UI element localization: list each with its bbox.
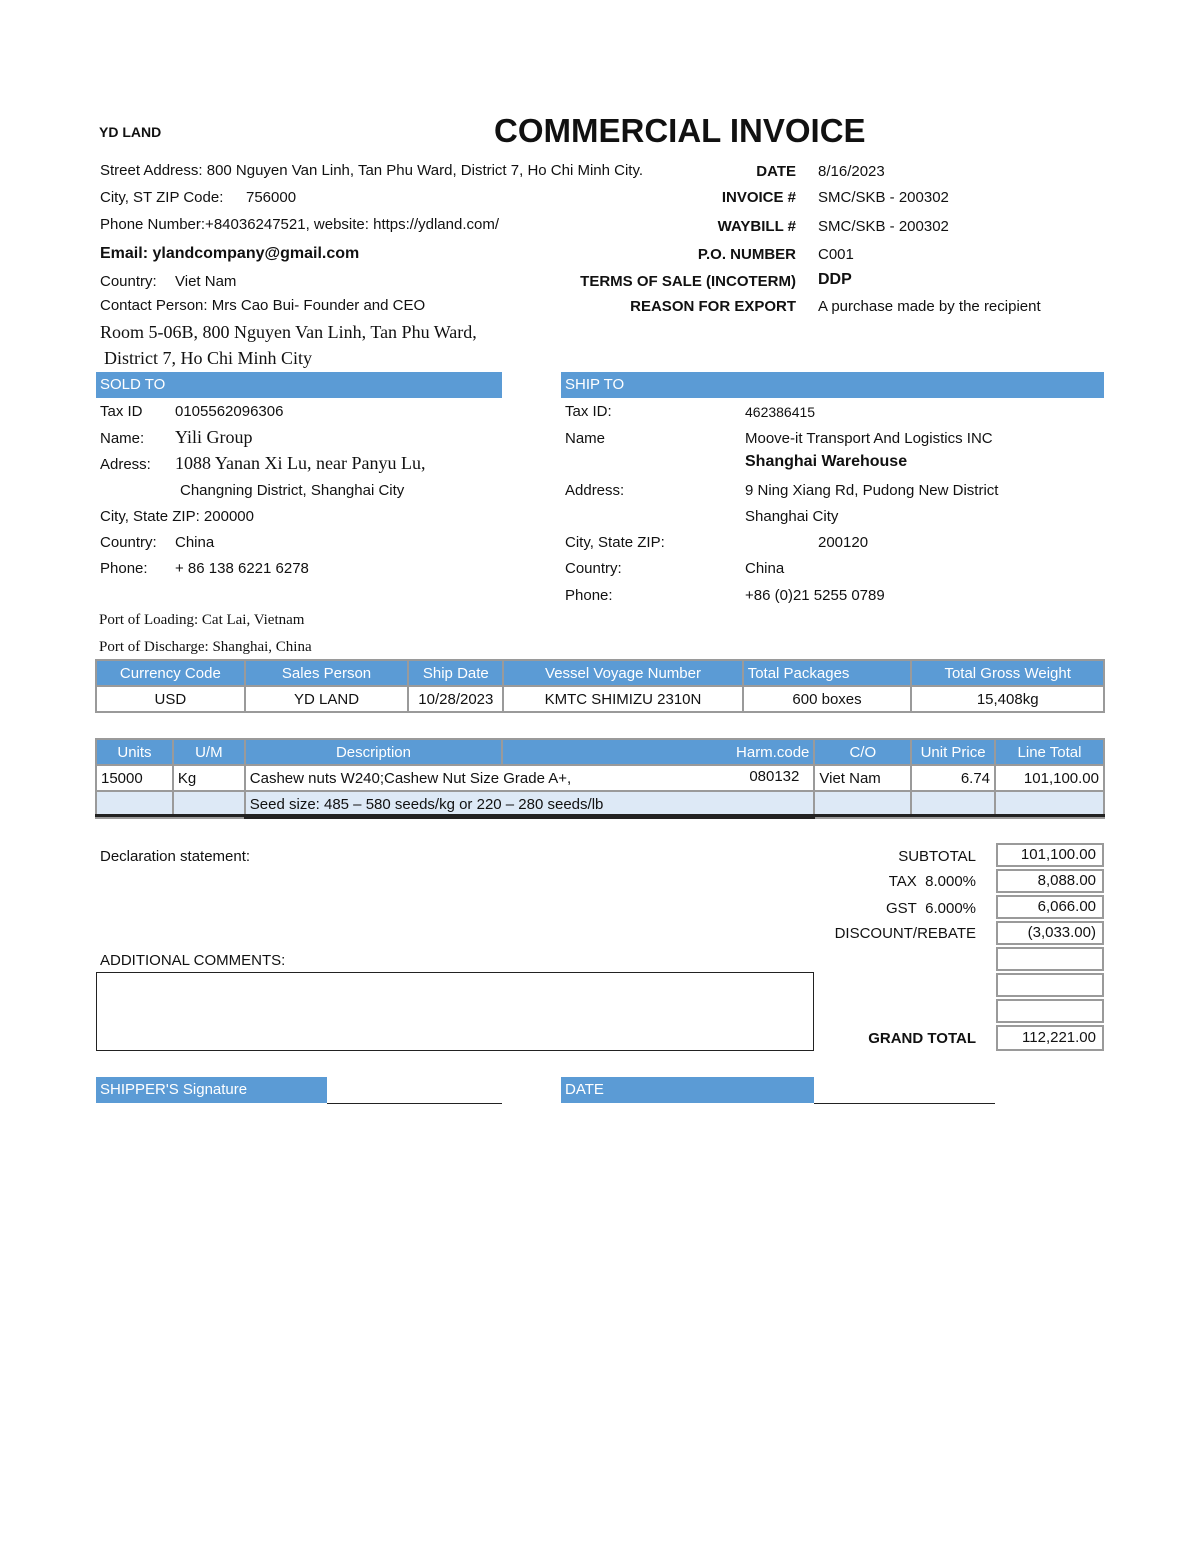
date-value: 8/16/2023 xyxy=(818,163,885,180)
seller-country-label: Country: xyxy=(100,273,157,290)
ship-to-warehouse: Shanghai Warehouse xyxy=(745,453,908,470)
subtotal-label: SUBTOTAL xyxy=(898,848,976,865)
tax-label-group xyxy=(889,873,976,890)
units-header: Units xyxy=(96,739,173,765)
signature-date-line[interactable] xyxy=(814,1102,995,1104)
sales-person-value: YD LAND xyxy=(245,686,409,712)
sold-to-header: SOLD TO xyxy=(96,372,502,398)
items-header-row xyxy=(96,739,1104,765)
invoice-value: SMC/SKB - 200302 xyxy=(818,189,949,206)
ship-to-tax-value: 462386415 xyxy=(745,404,816,420)
sold-to-address-line2: Changning District, Shanghai City xyxy=(180,482,405,499)
ship-to-phone-label: Phone: xyxy=(565,587,613,604)
tax-rate: 8.000% xyxy=(925,873,976,890)
items-table xyxy=(95,738,1105,819)
ship-to-address-label: Address: xyxy=(565,482,625,499)
sold-to-tax-label: Tax ID xyxy=(100,403,143,420)
subtotal-value: 101,100.00 xyxy=(996,843,1104,867)
line-total-header: Line Total xyxy=(995,739,1104,765)
gst-rate: 6.000% xyxy=(925,900,976,917)
seller-street: Street Address: 800 Nguyen Van Linh, Tan Phu Ward, District 7, Ho Chi Minh City. xyxy=(100,162,644,179)
shipment-value-row xyxy=(96,686,1104,712)
sold-to-country-label: Country: xyxy=(100,534,157,551)
vessel-voyage-value: KMTC SHIMIZU 2310N xyxy=(503,686,742,712)
harm-code-header: Harm.code xyxy=(502,739,814,765)
ship-to-country-label: Country: xyxy=(565,560,622,577)
item-description-cell xyxy=(245,765,815,791)
ship-to-name-label: Name xyxy=(565,430,606,447)
company-name: YD LAND xyxy=(99,124,162,140)
signature-date-label: DATE xyxy=(561,1077,814,1103)
total-gross-weight-header: Total Gross Weight xyxy=(911,660,1104,686)
seller-email-label: Email: xyxy=(100,245,149,262)
item-line-total: 101,100.00 xyxy=(995,765,1104,791)
date-label: DATE xyxy=(756,163,796,180)
seller-city-zip-label: City, ST ZIP Code: xyxy=(100,189,224,206)
ship-to-name-value: Moove-it Transport And Logistics INC xyxy=(745,430,993,447)
waybill-value: SMC/SKB - 200302 xyxy=(818,218,949,235)
sold-to-address-label: Adress: xyxy=(100,456,151,473)
item-units: 15000 xyxy=(96,765,173,791)
unit-price-header: Unit Price xyxy=(911,739,995,765)
document-title: COMMERCIAL INVOICE xyxy=(494,112,866,149)
ship-to-country-value: China xyxy=(745,560,785,577)
discount-label: DISCOUNT/REBATE xyxy=(834,925,976,942)
ship-to-tax-label: Tax ID: xyxy=(565,403,612,420)
po-number-label: P.O. NUMBER xyxy=(697,246,796,263)
ship-to-header: SHIP TO xyxy=(561,372,1104,398)
seller-contact: Contact Person: Mrs Cao Bui- Founder and CEO xyxy=(100,297,426,314)
terms-value: DDP xyxy=(818,271,852,288)
seller-country-value: Viet Nam xyxy=(175,273,237,290)
reason-value: A purchase made by the recipient xyxy=(818,298,1041,315)
sold-to-name-value: Yili Group xyxy=(175,427,253,447)
sold-to-phone-label: Phone: xyxy=(100,560,148,577)
shipment-header-row xyxy=(96,660,1104,686)
total-gross-weight-value: 15,408kg xyxy=(911,686,1104,712)
shipper-signature-label: SHIPPER'S Signature xyxy=(96,1077,327,1103)
total-packages-header: Total Packages xyxy=(743,660,912,686)
sold-to-address-line1: 1088 Yanan Xi Lu, near Panyu Lu, xyxy=(175,453,426,473)
seller-email-value: ylandcompany@gmail.com xyxy=(152,245,360,262)
invoice-label: INVOICE # xyxy=(721,189,796,206)
blank-total-row-3 xyxy=(996,999,1104,1023)
gst-label: GST xyxy=(885,900,917,917)
vessel-voyage-header: Vessel Voyage Number xyxy=(503,660,742,686)
um-header: U/M xyxy=(173,739,245,765)
grand-total-value: 112,221.00 xyxy=(996,1025,1104,1051)
currency-code-value: USD xyxy=(96,686,245,712)
blank-total-row-1 xyxy=(996,947,1104,971)
gst-value: 6,066.00 xyxy=(996,895,1104,919)
sales-person-header: Sales Person xyxy=(245,660,409,686)
item2-description: Seed size: 485 – 580 seeds/kg or 220 – 280 seeds/lb xyxy=(245,791,815,818)
sold-to-country-value: China xyxy=(175,534,215,551)
sold-to-city-zip: City, State ZIP: 200000 xyxy=(100,508,254,525)
items-table-bottom-rule xyxy=(95,814,1105,817)
seller-room-line1: Room 5-06B, 800 Nguyen Van Linh, Tan Phu Ward, xyxy=(100,322,477,342)
seller-email xyxy=(100,245,359,263)
ship-to-phone-value: +86 (0)21 5255 0789 xyxy=(745,587,885,604)
seller-city-zip-value: 756000 xyxy=(246,189,297,206)
ship-to-city-zip-label: City, State ZIP: xyxy=(565,534,665,551)
table-row xyxy=(96,765,1104,791)
ship-to-address-line2: Shanghai City xyxy=(745,508,839,525)
ship-date-header: Ship Date xyxy=(408,660,503,686)
port-of-loading: Port of Loading: Cat Lai, Vietnam xyxy=(99,612,305,628)
terms-label: TERMS OF SALE (INCOTERM) xyxy=(580,273,796,290)
waybill-label: WAYBILL # xyxy=(717,218,796,235)
item-co: Viet Nam xyxy=(814,765,911,791)
item-um: Kg xyxy=(173,765,245,791)
seller-phone-web: Phone Number:+84036247521, website: https://ydland.com/ xyxy=(100,216,500,233)
item-unit-price: 6.74 xyxy=(911,765,995,791)
sold-to-name-label: Name: xyxy=(100,430,145,447)
total-packages-value: 600 boxes xyxy=(743,686,912,712)
discount-value: (3,033.00) xyxy=(996,921,1104,945)
gst-label-group xyxy=(886,900,976,917)
sold-to-tax-value: 0105562096306 xyxy=(175,403,284,420)
blank-total-row-2 xyxy=(996,973,1104,997)
shipment-table xyxy=(95,659,1105,713)
seller-room-line2: District 7, Ho Chi Minh City xyxy=(104,348,313,368)
po-number-value: C001 xyxy=(818,246,854,263)
co-header: C/O xyxy=(814,739,911,765)
ship-to-city-zip-value: 200120 xyxy=(818,534,869,551)
reason-label: REASON FOR EXPORT xyxy=(630,298,796,315)
ship-to-address-line1: 9 Ning Xiang Rd, Pudong New District xyxy=(745,482,999,499)
item-harm-code: 080132 xyxy=(749,768,800,785)
tax-value: 8,088.00 xyxy=(996,869,1104,893)
declaration-statement: Declaration statement: xyxy=(100,848,251,865)
description-header: Description xyxy=(245,739,502,765)
port-of-discharge: Port of Discharge: Shanghai, China xyxy=(99,639,312,655)
ship-date-value: 10/28/2023 xyxy=(408,686,503,712)
currency-code-header: Currency Code xyxy=(96,660,245,686)
additional-comments-box[interactable] xyxy=(96,972,814,1051)
shipper-signature-line[interactable] xyxy=(327,1102,502,1104)
tax-label: TAX xyxy=(888,873,917,890)
item-description: Cashew nuts W240;Cashew Nut Size Grade A+, xyxy=(249,769,572,787)
grand-total-label: GRAND TOTAL xyxy=(868,1030,976,1047)
sold-to-phone-value: + 86 138 6221 6278 xyxy=(175,560,309,577)
additional-comments-label: ADDITIONAL COMMENTS: xyxy=(100,952,286,969)
